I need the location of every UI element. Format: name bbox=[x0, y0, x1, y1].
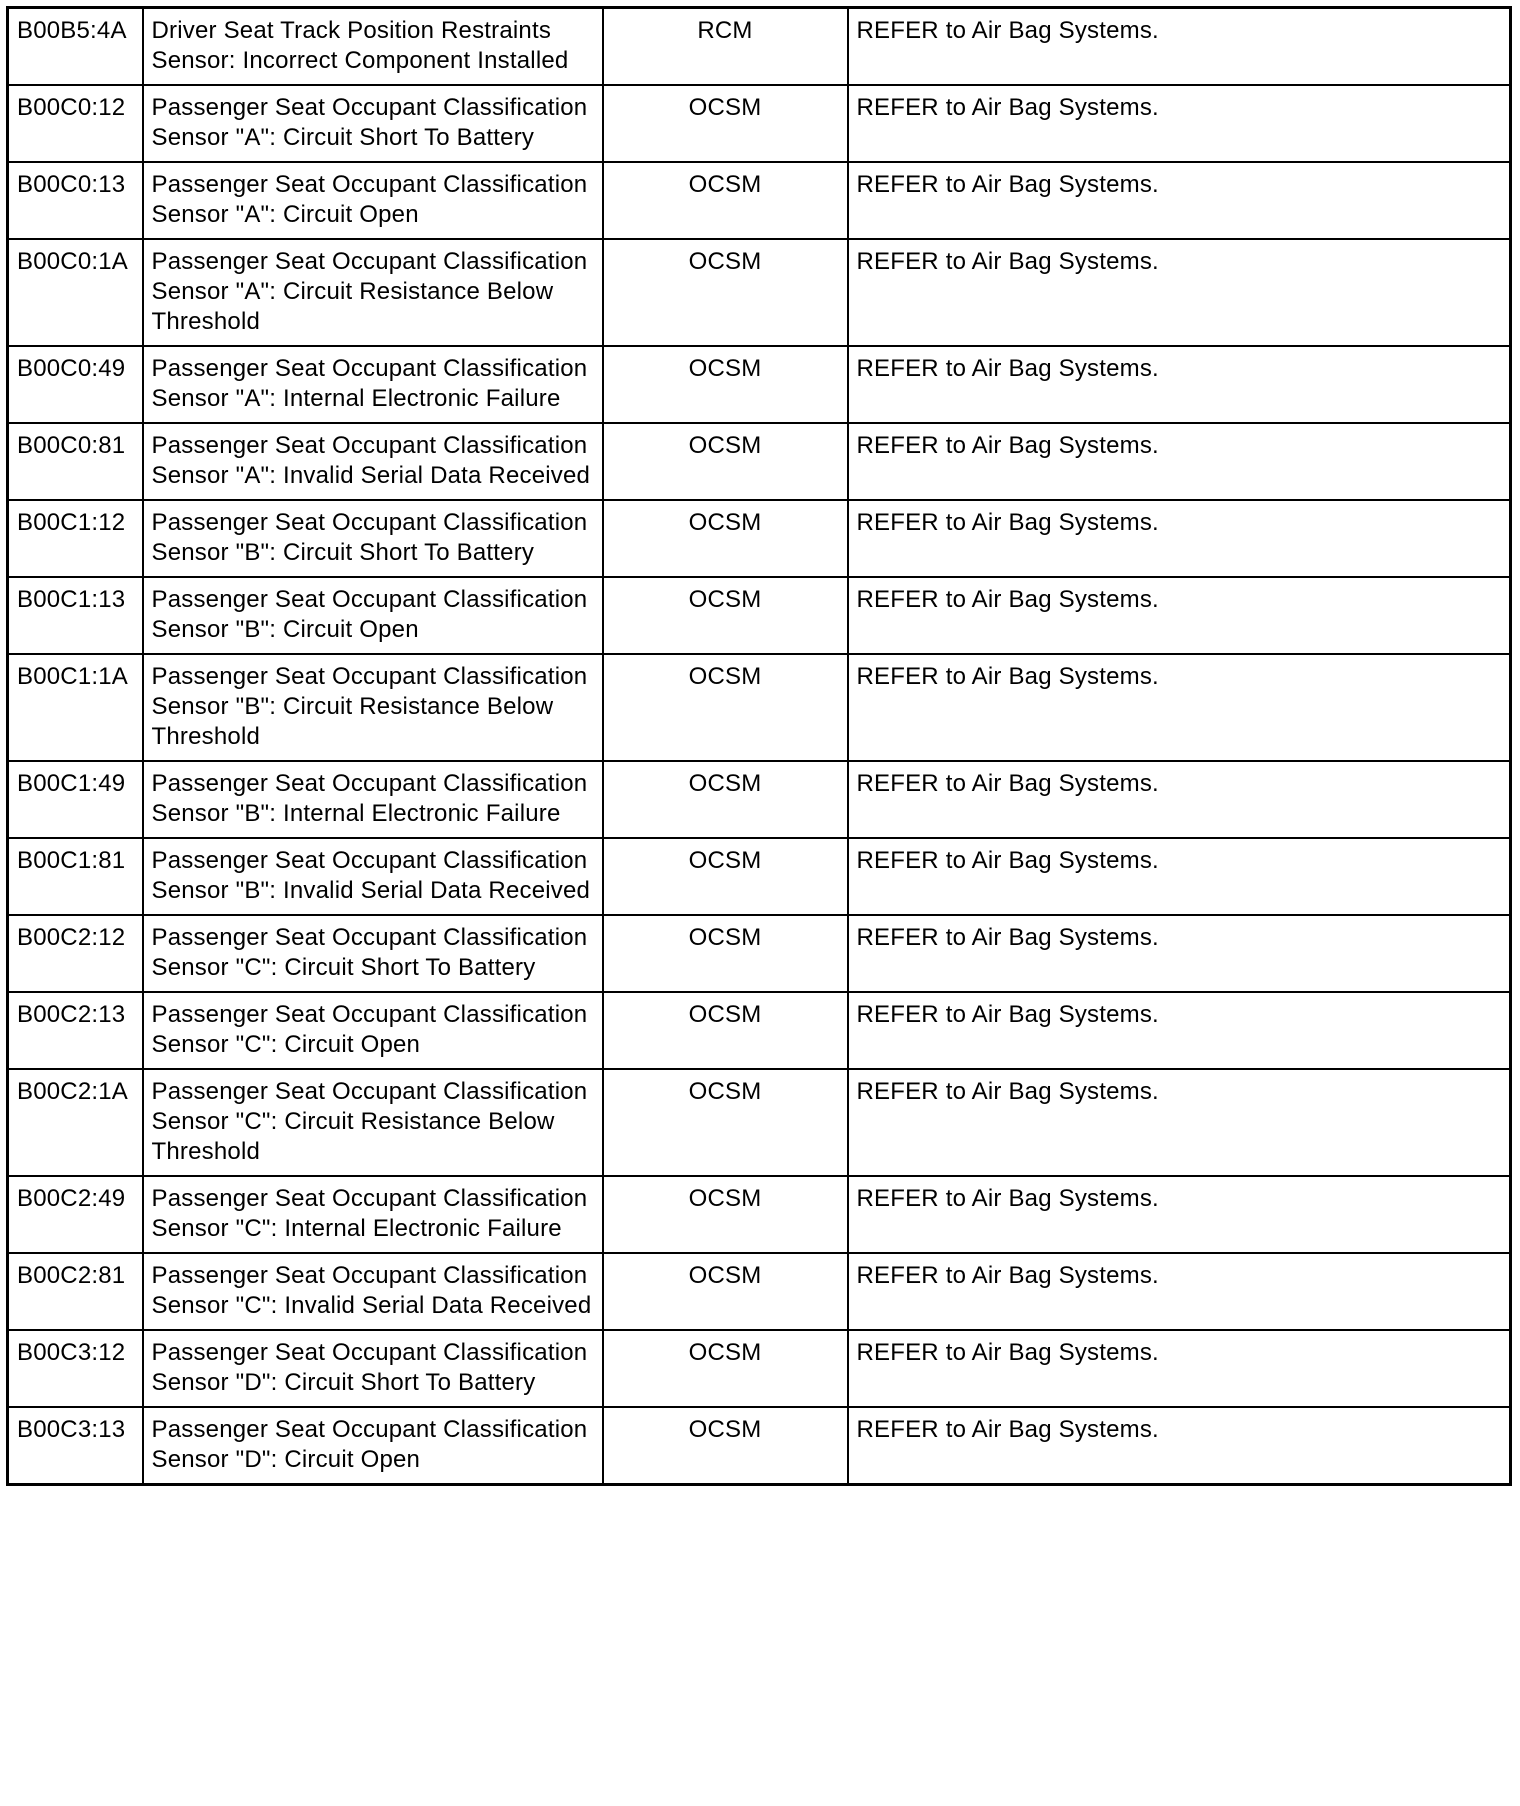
dtc-code: B00C0:81 bbox=[8, 423, 143, 500]
dtc-code: B00C0:49 bbox=[8, 346, 143, 423]
dtc-code: B00C0:13 bbox=[8, 162, 143, 239]
dtc-action: REFER to Air Bag Systems. bbox=[848, 992, 1511, 1069]
dtc-code: B00C1:49 bbox=[8, 761, 143, 838]
dtc-module: OCSM bbox=[603, 761, 848, 838]
dtc-action: REFER to Air Bag Systems. bbox=[848, 500, 1511, 577]
dtc-module: RCM bbox=[603, 8, 848, 86]
table-row bbox=[8, 1330, 1511, 1407]
dtc-description: Passenger Seat Occupant Classification Sensor "B": Circuit Open bbox=[143, 577, 603, 654]
dtc-module: OCSM bbox=[603, 346, 848, 423]
dtc-module: OCSM bbox=[603, 992, 848, 1069]
dtc-description: Passenger Seat Occupant Classification Sensor "B": Invalid Serial Data Received bbox=[143, 838, 603, 915]
table-row bbox=[8, 500, 1511, 577]
dtc-module: OCSM bbox=[603, 162, 848, 239]
dtc-action: REFER to Air Bag Systems. bbox=[848, 577, 1511, 654]
dtc-module: OCSM bbox=[603, 654, 848, 761]
dtc-description: Passenger Seat Occupant Classification Sensor "A": Circuit Short To Battery bbox=[143, 85, 603, 162]
dtc-description: Passenger Seat Occupant Classification Sensor "A": Circuit Resistance Below Threshold bbox=[143, 239, 603, 346]
dtc-code: B00C1:1A bbox=[8, 654, 143, 761]
dtc-description: Passenger Seat Occupant Classification Sensor "B": Internal Electronic Failure bbox=[143, 761, 603, 838]
dtc-description: Passenger Seat Occupant Classification Sensor "C": Internal Electronic Failure bbox=[143, 1176, 603, 1253]
dtc-code: B00C0:1A bbox=[8, 239, 143, 346]
table-row bbox=[8, 992, 1511, 1069]
table-row bbox=[8, 577, 1511, 654]
dtc-action: REFER to Air Bag Systems. bbox=[848, 915, 1511, 992]
dtc-code: B00C1:81 bbox=[8, 838, 143, 915]
dtc-module: OCSM bbox=[603, 500, 848, 577]
dtc-code: B00C3:13 bbox=[8, 1407, 143, 1485]
dtc-description: Passenger Seat Occupant Classification Sensor "B": Circuit Resistance Below Threshold bbox=[143, 654, 603, 761]
dtc-module: OCSM bbox=[603, 239, 848, 346]
dtc-description: Passenger Seat Occupant Classification Sensor "A": Internal Electronic Failure bbox=[143, 346, 603, 423]
dtc-description: Passenger Seat Occupant Classification Sensor "C": Circuit Short To Battery bbox=[143, 915, 603, 992]
dtc-module: OCSM bbox=[603, 1330, 848, 1407]
dtc-page bbox=[6, 6, 1509, 1486]
dtc-action: REFER to Air Bag Systems. bbox=[848, 423, 1511, 500]
table-row bbox=[8, 1069, 1511, 1176]
dtc-action: REFER to Air Bag Systems. bbox=[848, 654, 1511, 761]
dtc-code: B00C2:1A bbox=[8, 1069, 143, 1176]
dtc-description: Passenger Seat Occupant Classification Sensor "C": Circuit Resistance Below Threshold bbox=[143, 1069, 603, 1176]
table-row bbox=[8, 239, 1511, 346]
dtc-description: Driver Seat Track Position Restraints Sensor: Incorrect Component Installed bbox=[143, 8, 603, 86]
table-row bbox=[8, 8, 1511, 86]
dtc-module: OCSM bbox=[603, 915, 848, 992]
dtc-description: Passenger Seat Occupant Classification Sensor "C": Circuit Open bbox=[143, 992, 603, 1069]
table-row bbox=[8, 1407, 1511, 1485]
dtc-action: REFER to Air Bag Systems. bbox=[848, 239, 1511, 346]
table-row bbox=[8, 761, 1511, 838]
table-row bbox=[8, 346, 1511, 423]
dtc-action: REFER to Air Bag Systems. bbox=[848, 1253, 1511, 1330]
dtc-action: REFER to Air Bag Systems. bbox=[848, 85, 1511, 162]
dtc-code: B00C2:49 bbox=[8, 1176, 143, 1253]
dtc-description: Passenger Seat Occupant Classification Sensor "A": Invalid Serial Data Received bbox=[143, 423, 603, 500]
dtc-module: OCSM bbox=[603, 577, 848, 654]
dtc-module: OCSM bbox=[603, 1176, 848, 1253]
table-row bbox=[8, 838, 1511, 915]
dtc-code: B00B5:4A bbox=[8, 8, 143, 86]
dtc-module: OCSM bbox=[603, 85, 848, 162]
dtc-action: REFER to Air Bag Systems. bbox=[848, 1330, 1511, 1407]
dtc-module: OCSM bbox=[603, 1407, 848, 1485]
dtc-code: B00C2:13 bbox=[8, 992, 143, 1069]
dtc-module: OCSM bbox=[603, 1069, 848, 1176]
dtc-action: REFER to Air Bag Systems. bbox=[848, 8, 1511, 86]
dtc-code: B00C1:12 bbox=[8, 500, 143, 577]
dtc-action: REFER to Air Bag Systems. bbox=[848, 761, 1511, 838]
dtc-module: OCSM bbox=[603, 423, 848, 500]
dtc-code: B00C2:12 bbox=[8, 915, 143, 992]
dtc-module: OCSM bbox=[603, 1253, 848, 1330]
dtc-action: REFER to Air Bag Systems. bbox=[848, 1407, 1511, 1485]
dtc-code: B00C2:81 bbox=[8, 1253, 143, 1330]
dtc-action: REFER to Air Bag Systems. bbox=[848, 162, 1511, 239]
dtc-code: B00C0:12 bbox=[8, 85, 143, 162]
table-row bbox=[8, 85, 1511, 162]
dtc-code: B00C3:12 bbox=[8, 1330, 143, 1407]
dtc-description: Passenger Seat Occupant Classification Sensor "D": Circuit Open bbox=[143, 1407, 603, 1485]
dtc-description: Passenger Seat Occupant Classification Sensor "B": Circuit Short To Battery bbox=[143, 500, 603, 577]
dtc-description: Passenger Seat Occupant Classification Sensor "A": Circuit Open bbox=[143, 162, 603, 239]
table-row bbox=[8, 654, 1511, 761]
dtc-action: REFER to Air Bag Systems. bbox=[848, 1176, 1511, 1253]
dtc-action: REFER to Air Bag Systems. bbox=[848, 838, 1511, 915]
dtc-table bbox=[6, 6, 1512, 1486]
dtc-module: OCSM bbox=[603, 838, 848, 915]
dtc-description: Passenger Seat Occupant Classification Sensor "C": Invalid Serial Data Received bbox=[143, 1253, 603, 1330]
table-row bbox=[8, 1253, 1511, 1330]
dtc-action: REFER to Air Bag Systems. bbox=[848, 1069, 1511, 1176]
dtc-action: REFER to Air Bag Systems. bbox=[848, 346, 1511, 423]
dtc-code: B00C1:13 bbox=[8, 577, 143, 654]
table-row bbox=[8, 1176, 1511, 1253]
table-row bbox=[8, 162, 1511, 239]
dtc-description: Passenger Seat Occupant Classification Sensor "D": Circuit Short To Battery bbox=[143, 1330, 603, 1407]
table-row bbox=[8, 915, 1511, 992]
table-row bbox=[8, 423, 1511, 500]
